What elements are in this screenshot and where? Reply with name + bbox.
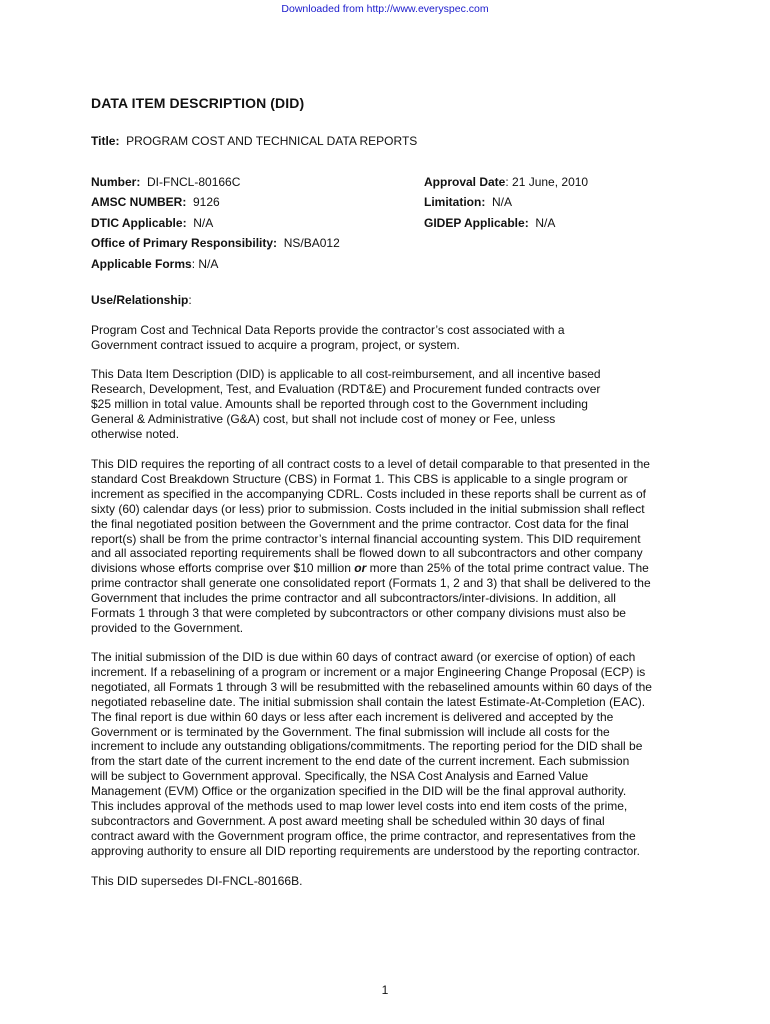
use-relationship-colon: : [188, 293, 192, 307]
title-label: Title: [91, 134, 120, 148]
paragraph-line: standard Cost Breakdown Structure (CBS) in Format 1. This CBS is applicable to a single program or [91, 471, 628, 486]
paragraph-line: increment. If a rebaselining of a program or increment or a major Engineering Change Proposal (ECP) is [91, 664, 646, 679]
forms-label: Applicable Forms [91, 257, 192, 271]
paragraph-line: This DID supersedes DI-FNCL-80166B. [91, 874, 303, 888]
paragraph-line: Research, Development, Test, and Evaluation (RDT&E) and Procurement funded contracts over [91, 381, 601, 396]
use-relationship-label: Use/Relationship [91, 293, 189, 307]
approval-date-field [424, 175, 588, 190]
paragraph-purpose [91, 323, 691, 353]
approval-date-label: Approval Date [424, 175, 506, 189]
paragraph-line: Management (EVM) Office or the organization specified in the DID will be the final approval authority. [91, 784, 627, 799]
number-field [91, 175, 240, 190]
or-line-after: more than 25% of the total prime contract value. The [366, 561, 649, 576]
number-label: Number: [91, 175, 141, 189]
paragraph-line: sixty (60) calendar days (or less) prior to submission. Costs included in the initial submission shall reflect [91, 501, 645, 516]
paragraph-line: negotiated rebaseline date. The initial submission shall contain the latest Estimate-At-Completion (EAC). [91, 694, 646, 709]
paragraph-line: will be subject to Government approval. Specifically, the NSA Cost Analysis and Earned Value [91, 769, 589, 784]
limitation-field [424, 195, 512, 210]
paragraph-line: negotiated, all Formats 1 through 3 will be resubmitted with the rebaselined amounts within 60 days of the [91, 679, 652, 694]
page-number: 1 [381, 983, 389, 997]
amsc-field [91, 195, 220, 210]
dtic-field [91, 216, 213, 231]
paragraph-line: subcontractors and Government. A post award meeting shall be scheduled within 30 days of final [91, 813, 605, 828]
title-value: PROGRAM COST AND TECHNICAL DATA REPORTS [126, 134, 418, 148]
opr-label: Office of Primary Responsibility: [91, 236, 278, 250]
amsc-label: AMSC NUMBER: [91, 195, 187, 209]
document-heading: DATA ITEM DESCRIPTION (DID) [91, 95, 305, 111]
paragraph-line: prime contractor shall generate one consolidated report (Formats 1, 2 and 3) that shall be delivered to the [91, 576, 651, 591]
paragraph-line: increment to include any outstanding obligations/commitments. The reporting period for the DID shall be [91, 739, 643, 754]
paragraph-line: approving authority to ensure all DID reporting requirements are understood by the reporting contractor. [91, 843, 640, 858]
paragraph-line: The initial submission of the DID is due within 60 days of contract award (or exercise of option) of each [91, 650, 636, 664]
paragraph-line: This Data Item Description (DID) is applicable to all cost-reimbursement, and all incentive based [91, 367, 601, 381]
paragraph-line: contract award with the Government program office, the prime contractor, and representatives from the [91, 828, 636, 843]
title-line [91, 134, 417, 149]
paragraph-line: Government or is terminated by the Government. The final submission will include all costs for the [91, 724, 610, 739]
or-line-before: divisions whose efforts comprise over $10 million [91, 561, 355, 576]
limitation-value: N/A [492, 195, 513, 209]
gidep-field [424, 216, 555, 231]
gidep-label: GIDEP Applicable: [424, 216, 529, 230]
paragraph-line: from the start date of the current increment to the end date of the current increment. Each submission [91, 754, 630, 769]
paragraph-line: This DID requires the reporting of all contract costs to a level of detail comparable to that presented in the [91, 457, 650, 471]
approval-date-value: : 21 June, 2010 [505, 175, 589, 189]
number-value: DI-FNCL-80166C [147, 175, 241, 189]
paragraph-line: This includes approval of the methods used to map lower level costs into end item costs of the prime, [91, 799, 628, 814]
paragraph-line: General & Administrative (G&A) cost, but shall not include cost of money or Fee, unless [91, 411, 556, 426]
paragraph-line: The final report is due within 60 days or less after each increment is delivered and accepted by the [91, 709, 614, 724]
gidep-value: N/A [535, 216, 556, 230]
dtic-label: DTIC Applicable: [91, 216, 187, 230]
paragraph-line-with-emphasis [91, 561, 691, 576]
use-relationship-heading [91, 293, 192, 308]
forms-value: : N/A [191, 257, 219, 271]
paragraph-line: Government contract issued to acquire a program, project, or system. [91, 337, 460, 352]
paragraph-submission-schedule [91, 650, 691, 859]
amsc-value: 9126 [193, 195, 220, 209]
paragraph-line: Program Cost and Technical Data Reports provide the contractor’s cost associated with a [91, 323, 565, 337]
limitation-label: Limitation: [424, 195, 486, 209]
opr-field [91, 236, 340, 251]
forms-field [91, 257, 218, 272]
paragraph-line: and all associated reporting requirements shall be flowed down to all subcontractors and other company [91, 546, 643, 561]
paragraph-line: the final negotiated position between the Government and the prime contractor. Cost data for the final [91, 516, 629, 531]
download-banner[interactable]: Downloaded from http://www.everyspec.com [281, 3, 489, 15]
or-emphasis: or [354, 561, 367, 576]
paragraph-line: provided to the Government. [91, 620, 244, 635]
opr-value: NS/BA012 [283, 236, 340, 250]
paragraph-line: otherwise noted. [91, 426, 180, 441]
paragraph-line: Formats 1 through 3 that were completed by subcontractors or other company divisions must also be [91, 606, 626, 621]
dtic-value: N/A [193, 216, 214, 230]
paragraph-line: report(s) shall be from the prime contractor’s internal financial accounting system. This DID requirement [91, 531, 641, 546]
paragraph-line: increment as specified in the accompanying CDRL. Costs included in these reports shall be current as of [91, 486, 646, 501]
paragraph-line: Government that includes the prime contractor and all subcontractors/inter-divisions. In addition, all [91, 591, 616, 606]
paragraph-applicability [91, 367, 691, 442]
paragraph-supersedes [91, 874, 691, 889]
paragraph-reporting-requirements [91, 457, 691, 636]
paragraph-line: $25 million in total value. Amounts shall be reported through cost to the Government including [91, 396, 588, 411]
